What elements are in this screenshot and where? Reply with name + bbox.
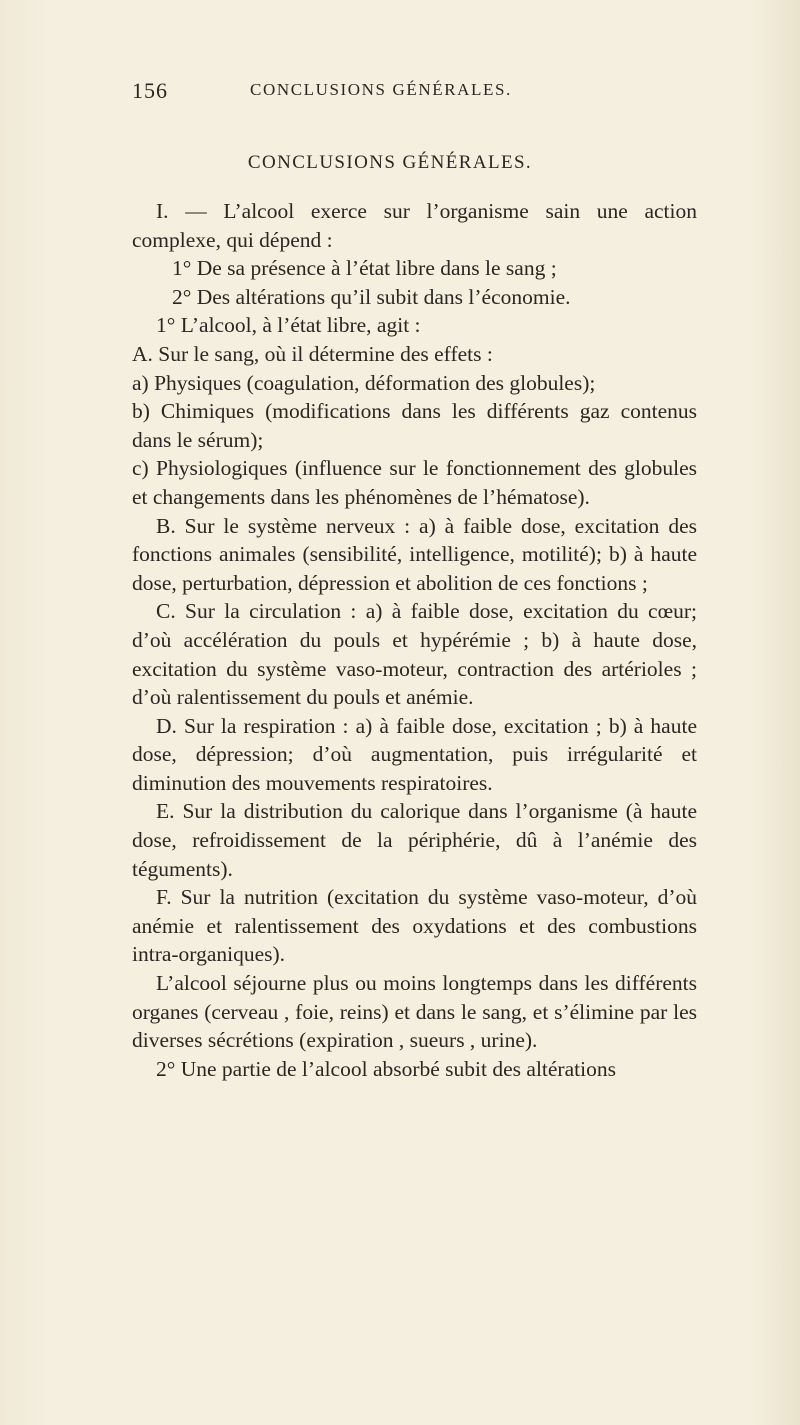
body-text — [132, 197, 697, 1083]
paragraph: A. Sur le sang, où il détermine des effets : — [132, 341, 493, 366]
paragraph: I. — L’alcool exerce sur l’organisme sain une action complexe, qui dépend : — [132, 199, 697, 252]
paragraph: 1° De sa présence à l’état libre dans le sang ; — [172, 256, 557, 281]
paragraph: L’alcool séjourne plus ou moins longtemps dans les différents organes (cerveau , foie, reins) et dans le sang, et s’élimine par les diverses sécrétions (expiration , sueurs , urine). — [132, 971, 697, 1053]
paragraph: B. Sur le système nerveux : a) à faible dose, excitation des fonctions animales (sensibilité, intelligence, motilité); b) à haute dose, perturbation, dépression et abolition de ces fonctions ; — [132, 513, 697, 595]
paragraph: 2° Une partie de l’alcool absorbé subit des altérations — [156, 1056, 616, 1081]
paragraph: 1° L’alcool, à l’état libre, agit : — [156, 313, 421, 338]
paragraph: F. Sur la nutrition (excitation du système vaso-moteur, d’où anémie et ralentissement des oxydations et des combustions intra-organiques). — [132, 885, 697, 967]
section-title: CONCLUSIONS GÉNÉRALES. — [247, 152, 533, 173]
paragraph: 2° Des altérations qu’il subit dans l’économie. — [172, 284, 571, 309]
running-title: CONCLUSIONS GÉNÉRALES. — [250, 80, 512, 99]
page-number: 156 — [132, 78, 168, 103]
running-head — [132, 78, 692, 108]
paragraph: C. Sur la circulation : a) à faible dose, excitation du cœur; d’où accélération du pouls et hypérémie ; b) à haute dose, excitation du système vaso-moteur, contraction des artérioles ; d’où ralentissement du pouls et anémie. — [132, 599, 697, 710]
paragraph: E. Sur la distribution du calorique dans l’organisme (à haute dose, refroidissement de la périphérie, dû à l’anémie des téguments). — [132, 799, 697, 881]
paragraph: a) Physiques (coagulation, déformation des globules); — [132, 370, 596, 395]
paragraph: b) Chimiques (modifications dans les différents gaz contenus dans le sérum); — [132, 399, 697, 452]
paragraph: c) Physiologiques (influence sur le fonctionnement des globules et changements dans les phénomènes de l’hématose). — [132, 456, 697, 509]
paragraph: D. Sur la respiration : a) à faible dose, excitation ; b) à haute dose, dépression; d’où augmentation, puis irrégularité et diminution des mouvements respiratoires. — [132, 713, 697, 795]
